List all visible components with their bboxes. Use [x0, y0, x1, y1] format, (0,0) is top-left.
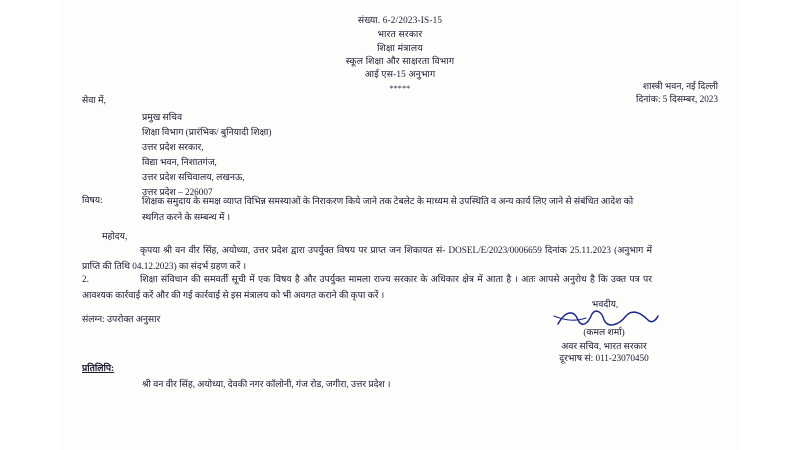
addressee-line: उत्तर प्रदेश सचिवालय, लखनऊ,	[142, 171, 245, 182]
document-sheet	[60, 0, 740, 450]
addressee-block	[142, 110, 272, 199]
copy-to-text: श्री वन वीर सिंह, अयोध्या, देवकी नगर कॉलोनी, गंज रोड, जगीरा, उत्तर प्रदेश ।	[142, 379, 391, 389]
closing: भवदीय,	[591, 299, 619, 309]
to-label: सेवा में,	[82, 95, 106, 105]
ministry-line: शिक्षा मंत्रालय	[377, 42, 423, 53]
place-date-block	[498, 80, 718, 107]
section-line: आई एस-15 अनुभाग	[364, 69, 436, 80]
addressee-line: उत्तर प्रदेश – 226007	[142, 186, 213, 197]
department-line: स्कूल शिक्षा और साक्षरता विभाग	[345, 56, 455, 67]
signature-block	[514, 326, 694, 354]
paragraph-1: कृपया श्री वन वीर सिंह, अयोध्या, उत्तर प्रदेश द्वारा उपर्युक्त विषय पर प्राप्त जन शिकायत सं- DOSEL/E/2023/0006659 दिनांक 25.11.2023 (अनुभाग में प्राप्ति की तिथि 04.12.2023) का संदर्भ ग्रहण करें ।	[82, 245, 652, 271]
government-line: भारत सरकार	[377, 29, 423, 40]
subject-label: विषय:	[82, 195, 103, 205]
letter-body	[60, 0, 740, 450]
addressee-line: विद्या भवन, निशातगंज,	[142, 156, 217, 167]
signatory-name: (कमल शर्मा)	[583, 327, 625, 337]
addressee-line: उत्तर प्रदेश सरकार,	[142, 141, 204, 152]
addressee-line: प्रमुख सचिव	[142, 112, 183, 122]
copy-to-label: प्रतिलिपि:	[82, 363, 115, 373]
enclosure-line: संलग्न: उपरोक्त अनुसार	[82, 314, 161, 324]
paragraph-2-text: शिक्षा संविधान की समवर्ती सूची में एक विषय है और उपर्युक्त मामला राज्य सरकार के अधिकार क्षेत्र में आता है । अतः आपसे अनुरोध है कि उक्त पत्र पर आवश्यक कार्रवाई करें और की गई कार्रवाई से इस मंत्रालय को भी अवगत कराने की कृपा करें ।	[82, 274, 652, 300]
file-number: संख्या. 6-2/2023-IS-15	[357, 15, 443, 25]
paragraph-2-index: 2.	[82, 274, 89, 284]
signatory-designation: अवर सचिव, भारत सरकार	[561, 340, 647, 351]
place-line: शास्त्री भवन, नई दिल्ली	[642, 81, 718, 91]
contact-phone: दूरभाष सं: 011-23070450	[559, 353, 649, 363]
separator-stars: *****	[389, 83, 411, 93]
subject-text: शिक्षक समुदाय के समक्ष व्याप्त विभिन्न समस्याओं के निराकरण किये जाने तक टेबलेट के माध्यम से उपस्थिति व अन्य कार्य लिए जाने से संबंधित आदेश को स्थगित करने के सम्बन्ध में ।	[142, 196, 634, 222]
salutation: महोदय,	[102, 231, 128, 241]
date-line: दिनांक: 5 दिसम्बर, 2023	[636, 94, 718, 105]
addressee-line: शिक्षा विभाग (प्रारंभिक/ बुनियादी शिक्षा)	[142, 126, 272, 137]
